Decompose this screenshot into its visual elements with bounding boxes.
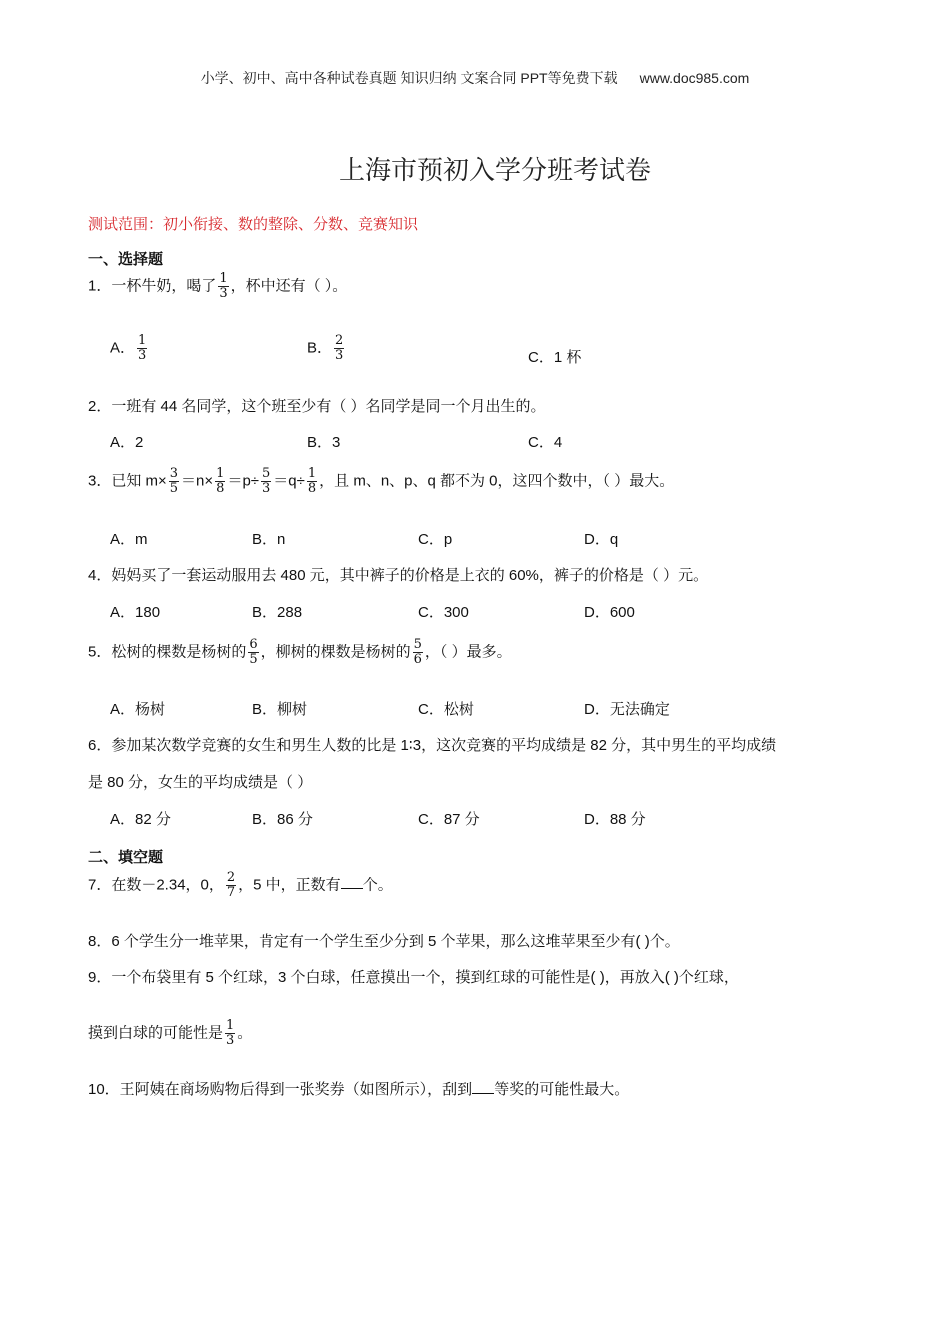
question-3: 3．已知 m× $\frac{3}{5}$ ＝n× $\frac{1}{8}$ ＝p÷ $\frac{5}{3}$ ＝q÷ $\frac{1}{8}$ ，且 m、n、p、q 都不为 0，这四个数中，（ ）最大。 [88,466,675,496]
q7-answer-blank[interactable] [341,874,363,889]
page-header [0,68,950,88]
q5-option-a: A．杨树 [110,701,166,718]
q5-option-c: C．松树 [418,701,474,718]
q3-option-c: C．p [418,531,453,548]
q6-option-d: D．88 分 [584,811,646,828]
q5-option-d: D．无法确定 [584,701,670,718]
q1-option-b: B． $\frac{2}{3}$ [307,333,344,363]
q3-option-a: A．m [110,531,148,548]
q1-option-a: A． $\frac{1}{3}$ [110,333,147,363]
question-6-line-1: 6．参加某次数学竞赛的女生和男生人数的比是 1∶3，这次竞赛的平均成绩是 82 分，其中男生的平均成绩 [88,737,777,754]
question-2: 2．一班有 44 名同学，这个班至少有（ ）名同学是同一个月出生的。 [88,398,546,415]
question-4: 4．妈妈买了一套运动服用去 480 元，其中裤子的价格是上衣的 60%，裤子的价格是（ ）元。 [88,567,709,584]
q3-option-b: B．n [252,531,286,548]
q1-option-c: C．1 杯 [528,349,582,366]
q3-option-d: D．q [584,531,619,548]
question-10: 10．王阿姨在商场购物后得到一张奖券（如图所示），刮到 等奖的可能性最大。 [88,1081,630,1098]
q1-text-post: ，杯中还有（ ）。 [230,277,348,295]
question-6-line-2: 是 80 分，女生的平均成绩是（ ） [88,774,313,791]
question-1 [88,272,347,301]
q6-option-a: A．82 分 [110,811,171,828]
q6-option-c: C．87 分 [418,811,480,828]
section-fill-heading: 二、填空题 [88,849,164,866]
q4-option-d: D．600 [584,604,635,621]
q2-option-c: C．4 [528,434,563,451]
section-choice-heading: 一、选择题 [88,251,164,268]
question-5: 5．松树的棵数是杨树的 $\frac{6}{5}$ ，柳树的棵数是杨树的 $\frac{5}{6}$ ，（ ）最多。 [88,637,512,667]
q4-option-b: B．288 [252,604,303,621]
q5-option-b: B．柳树 [252,701,308,718]
header-site-link[interactable]: www.doc985.com [639,70,750,86]
header-text: 小学、初中、高中各种试卷真题 知识归纳 文案合同 PPT等免费下载 [200,70,618,86]
question-9-line-1: 9．一个布袋里有 5 个红球，3 个白球，任意摸出一个，摸到红球的可能性是( )，再放入( )个红球， [88,969,739,986]
test-scope: 测试范围：初小衔接、数的整除、分数、竞赛知识 [88,216,419,233]
exam-title: 上海市预初入学分班考试卷 [338,156,651,186]
q4-option-c: C．300 [418,604,469,621]
q1-text-pre: 1．一杯牛奶，喝了 [88,277,217,295]
q10-answer-blank[interactable] [472,1079,494,1094]
q2-option-b: B．3 [307,434,341,451]
question-8: 8．6 个学生分一堆苹果，肯定有一个学生至少分到 5 个苹果，那么这堆苹果至少有( )个。 [88,933,680,950]
q4-option-a: A．180 [110,604,161,621]
question-7: 7．在数－2.34，0， $\frac{2}{7}$ ，5 中，正数有 个。 [88,870,393,900]
q1-fraction: $\frac{1}{3}$ [219,271,228,301]
q2-option-a: A．2 [110,434,144,451]
q6-option-b: B．86 分 [252,811,313,828]
question-9-line-2: 摸到白球的可能性是 $\frac{1}{3}$ 。 [88,1018,253,1048]
